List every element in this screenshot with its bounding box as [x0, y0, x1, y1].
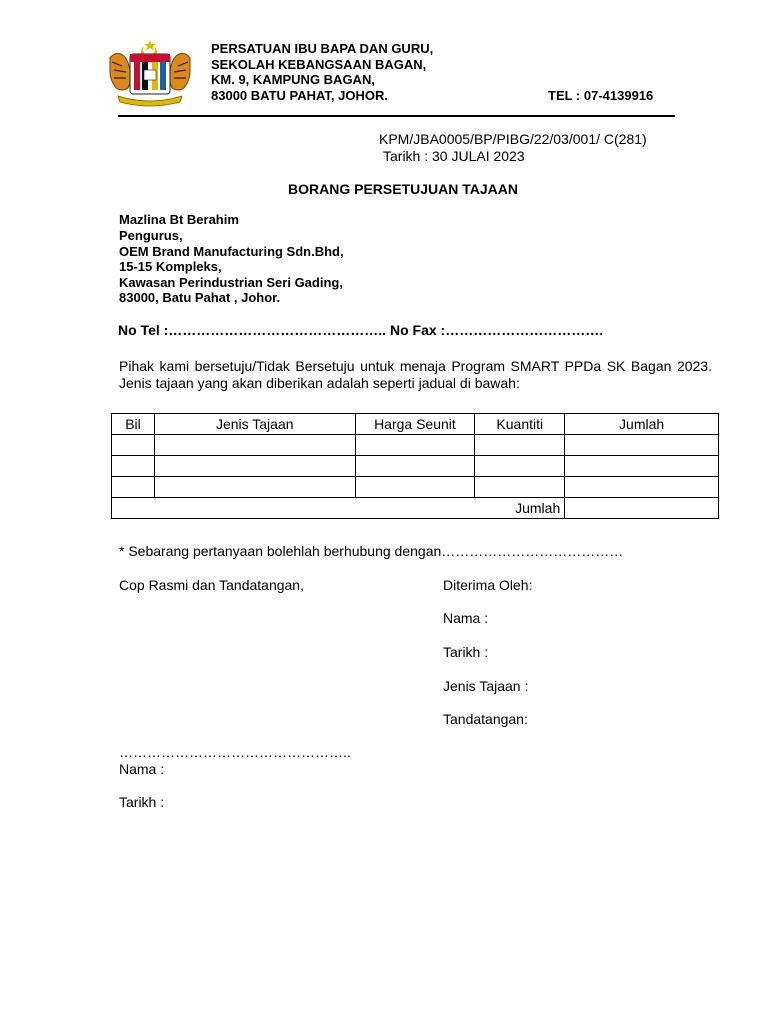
recipient-address-2: Kawasan Perindustrian Seri Gading,	[119, 275, 343, 290]
signature-heading: Cop Rasmi dan Tandatangan,	[119, 577, 304, 593]
reference-date: Tarikh : 30 JULAI 2023	[383, 148, 525, 164]
table-cell[interactable]	[475, 435, 565, 456]
reference-number: KPM/JBA0005/BP/PIBG/22/03/001/ C(281)	[379, 131, 647, 147]
table-cell[interactable]	[112, 456, 155, 477]
header-bil: Bil	[112, 414, 155, 435]
signature-nama[interactable]: Nama :	[119, 761, 165, 777]
table-cell[interactable]	[112, 477, 155, 498]
recipient-company: OEM Brand Manufacturing Sdn.Bhd,	[119, 244, 344, 259]
letterhead-line-2: SEKOLAH KEBANGSAAN BAGAN,	[211, 57, 427, 72]
table-cell[interactable]	[154, 477, 355, 498]
table-cell[interactable]	[475, 477, 565, 498]
receipt-tarikh[interactable]: Tarikh :	[443, 644, 489, 660]
signature-tarikh[interactable]: Tarikh :	[119, 794, 165, 810]
recipient-name: Mazlina Bt Berahim	[119, 212, 239, 227]
receipt-nama[interactable]: Nama :	[443, 610, 489, 626]
table-cell[interactable]	[355, 477, 475, 498]
receipt-heading: Diterima Oleh:	[443, 577, 533, 593]
signature-dots[interactable]: …………………………………………..	[119, 744, 351, 760]
table-cell[interactable]	[355, 456, 475, 477]
letterhead-tel: TEL : 07-4139916	[548, 88, 654, 103]
recipient-title: Pengurus,	[119, 228, 183, 243]
recipient-address-3: 83000, Batu Pahat , Johor.	[119, 290, 281, 305]
table-row[interactable]	[112, 456, 719, 477]
receipt-tandatangan[interactable]: Tandatangan:	[443, 711, 528, 727]
total-value[interactable]	[565, 498, 719, 519]
table-cell[interactable]	[355, 435, 475, 456]
header-divider	[118, 115, 675, 117]
table-cell[interactable]	[154, 456, 355, 477]
body-paragraph: Pihak kami bersetuju/Tidak Bersetuju untuk menaja Program SMART PPDa SK Bagan 2023. Jenis tajaan yang akan diberikan adalah seperti jadual di bawah:	[119, 358, 712, 391]
contact-line[interactable]: No Tel :……………………………………….. No Fax :…………………………….	[118, 322, 604, 338]
sponsorship-table	[111, 413, 719, 519]
letterhead-line-4: 83000 BATU PAHAT, JOHOR.	[211, 88, 388, 103]
table-row[interactable]	[112, 477, 719, 498]
inquiry-line: * Sebarang pertanyaan bolehlah berhubung dengan…………………………………	[119, 543, 624, 559]
table-cell[interactable]	[112, 435, 155, 456]
table-cell[interactable]	[565, 477, 719, 498]
table-cell[interactable]	[565, 456, 719, 477]
header-harga-seunit: Harga Seunit	[355, 414, 475, 435]
header-kuantiti: Kuantiti	[475, 414, 565, 435]
receipt-jenis-tajaan[interactable]: Jenis Tajaan :	[443, 678, 529, 694]
table-cell[interactable]	[154, 435, 355, 456]
table-total-row	[112, 498, 719, 519]
letterhead-line-3: KM. 9, KAMPUNG BAGAN,	[211, 72, 375, 87]
letterhead-line-1: PERSATUAN IBU BAPA DAN GURU,	[211, 41, 434, 56]
header-jumlah: Jumlah	[565, 414, 719, 435]
table-row[interactable]	[112, 435, 719, 456]
recipient-address-1: 15-15 Kompleks,	[119, 259, 222, 274]
table-cell[interactable]	[475, 456, 565, 477]
form-title: BORANG PERSETUJUAN TAJAAN	[288, 181, 518, 197]
coat-of-arms-icon	[104, 40, 196, 108]
total-label: Jumlah	[112, 498, 565, 519]
header-jenis-tajaan: Jenis Tajaan	[154, 414, 355, 435]
table-header-row	[112, 414, 719, 435]
table-cell[interactable]	[565, 435, 719, 456]
